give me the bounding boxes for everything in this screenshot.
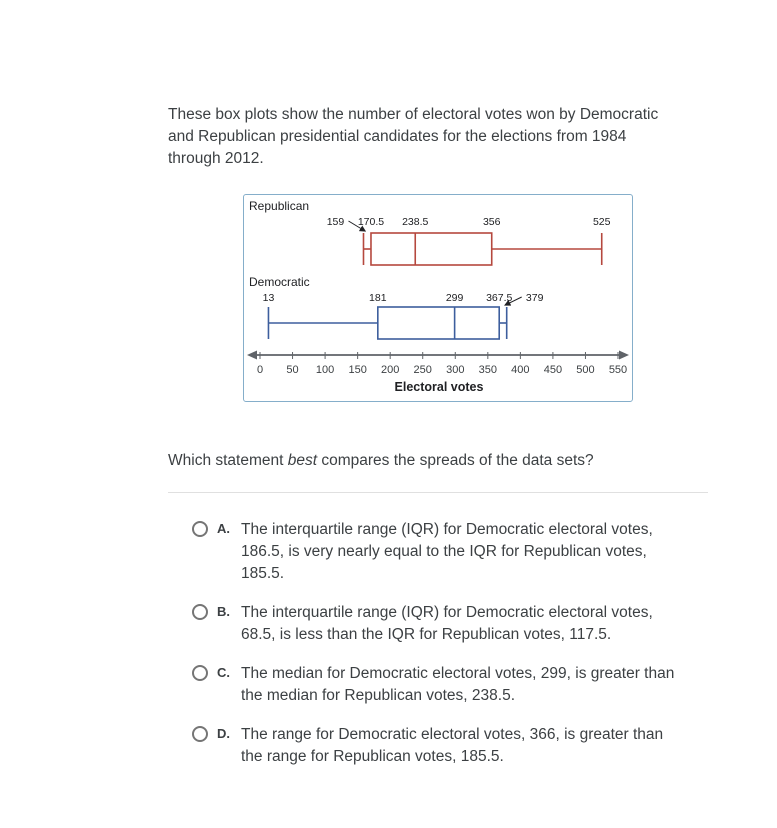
svg-text:300: 300 (446, 364, 465, 376)
option-text-d: The range for Democratic electoral votes, 366, is greater than the range for Republican votes, 185.5. (241, 726, 664, 765)
question-text (168, 450, 777, 472)
svg-text:50: 50 (286, 364, 299, 376)
answer-options (192, 519, 777, 768)
radio-button-c[interactable] (192, 665, 208, 681)
svg-text:500: 500 (576, 364, 595, 376)
radio-button-d[interactable] (192, 726, 208, 742)
option-text-a: The interquartile range (IQR) for Democratic electoral votes, 186.5, is very nearly equal to the IQR for Republican votes, 185.5. (241, 521, 653, 582)
option-letter-c: C. (217, 665, 230, 680)
question-intro: These box plots show the number of electoral votes won by Democratic and Republican presidential candidates for the elections from 1984 through 2012. (168, 106, 659, 167)
question-emphasis: best (287, 452, 318, 469)
svg-text:450: 450 (543, 364, 563, 376)
answer-option-c[interactable] (192, 663, 684, 707)
svg-text:250: 250 (413, 364, 432, 376)
answer-option-d[interactable] (192, 724, 684, 768)
radio-button-a[interactable] (192, 521, 208, 537)
boxplot-figure (244, 195, 632, 401)
svg-text:525: 525 (592, 216, 611, 228)
svg-text:350: 350 (478, 364, 497, 376)
question-suffix: compares the spreads of the data sets? (317, 452, 594, 469)
svg-text:100: 100 (315, 364, 335, 376)
boxplot-card (243, 194, 633, 402)
question-prefix: Which statement (168, 452, 288, 469)
svg-text:200: 200 (381, 364, 400, 376)
option-letter-d: D. (217, 726, 230, 741)
svg-text:Democratic: Democratic (249, 275, 310, 289)
option-letter-a: A. (217, 521, 230, 536)
svg-text:181: 181 (369, 292, 387, 304)
option-letter-b: B. (217, 604, 230, 619)
svg-text:Electoral votes: Electoral votes (394, 380, 484, 394)
svg-text:356: 356 (482, 216, 501, 228)
answer-option-a[interactable] (192, 519, 684, 585)
svg-text:367.5: 367.5 (486, 292, 513, 304)
option-text-c: The median for Democratic electoral votes, 299, is greater than the median for Republican votes, 238.5. (241, 665, 675, 704)
svg-text:150: 150 (348, 364, 367, 376)
option-text-b: The interquartile range (IQR) for Democratic electoral votes, 68.5, is less than the IQR for Republican votes, 117.5. (241, 604, 653, 643)
divider (168, 492, 708, 493)
svg-text:0: 0 (256, 364, 264, 376)
svg-text:159: 159 (326, 216, 345, 228)
answer-option-b[interactable] (192, 602, 684, 646)
svg-text:379: 379 (525, 292, 544, 304)
svg-text:400: 400 (511, 364, 530, 376)
svg-text:238.5: 238.5 (402, 216, 429, 228)
svg-text:13: 13 (262, 292, 275, 304)
svg-text:Republican: Republican (249, 199, 310, 213)
svg-text:550: 550 (608, 364, 628, 376)
radio-button-b[interactable] (192, 604, 208, 620)
svg-text:170.5: 170.5 (357, 216, 385, 228)
svg-text:299: 299 (445, 292, 464, 304)
